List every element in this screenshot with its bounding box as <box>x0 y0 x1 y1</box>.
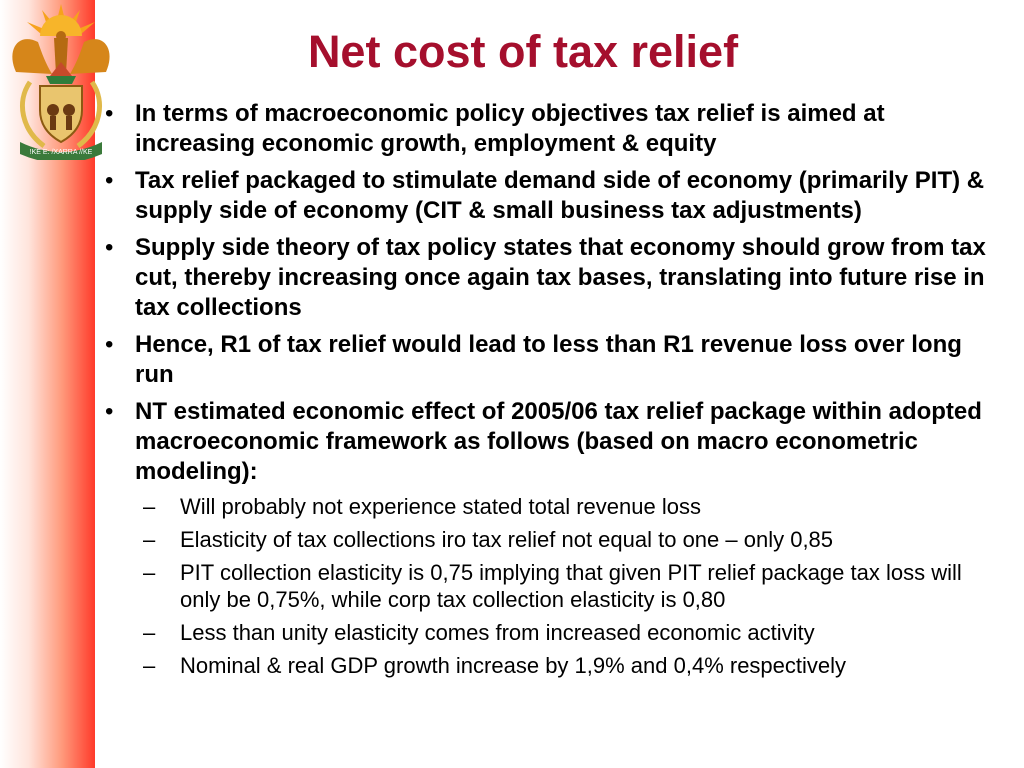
bullet-text: Supply side theory of tax policy states that economy should grow from tax cut, thereby increasing once again tax bases, translating into future rise in tax collections <box>135 234 986 321</box>
bullet-item <box>105 330 1005 390</box>
sub-bullet-marker: – <box>143 653 156 678</box>
motto-text: !KE E: /XARRA //KE <box>29 149 93 156</box>
main-bullet-list <box>105 99 1005 679</box>
bullet-item <box>105 397 1005 679</box>
sub-bullet-item <box>135 493 1005 520</box>
sub-bullet-marker: – <box>143 494 156 519</box>
sub-bullet-marker: – <box>143 620 156 645</box>
sub-bullet-item <box>135 526 1005 553</box>
bullet-marker: • <box>105 234 114 261</box>
slide-title: Net cost of tax relief <box>307 26 739 77</box>
bullet-text: NT estimated economic effect of 2005/06 tax relief package within adopted macroeconomic framework as follows (based on macro econometric modeling): <box>135 398 982 485</box>
sub-bullet-item <box>135 559 1005 613</box>
bullet-marker: • <box>105 100 114 127</box>
bullet-text: Tax relief packaged to stimulate demand side of economy (primarily PIT) & supply side of economy (CIT & small business tax adjustments) <box>135 167 985 224</box>
sub-bullet-text: Elasticity of tax collections iro tax relief not equal to one – only 0,85 <box>180 527 834 552</box>
bullet-item <box>105 166 1005 226</box>
sub-bullet-marker: – <box>143 560 156 585</box>
slide-body <box>105 99 1005 686</box>
bullet-item <box>105 233 1005 323</box>
bullet-text: In terms of macroeconomic policy objectives tax relief is aimed at increasing economic growth, employment & equity <box>135 100 885 157</box>
bullet-item <box>105 99 1005 159</box>
bullet-text: Hence, R1 of tax relief would lead to less than R1 revenue loss over long run <box>135 331 962 388</box>
shield-icon <box>40 86 82 142</box>
bullet-marker: • <box>105 331 114 358</box>
sub-bullet-text: Less than unity elasticity comes from increased economic activity <box>180 620 815 645</box>
sub-bullet-marker: – <box>143 527 156 552</box>
sub-bullet-item <box>135 652 1005 679</box>
sub-bullet-text: Nominal & real GDP growth increase by 1,9% and 0,4% respectively <box>180 653 847 678</box>
sub-bullet-text: PIT collection elasticity is 0,75 implying that given PIT relief package tax loss will only be 0,75%, while corp tax collection elasticity is 0,80 <box>180 560 962 612</box>
sub-bullet-list <box>135 493 1005 679</box>
sub-bullet-text: Will probably not experience stated total revenue loss <box>180 494 701 519</box>
sub-bullet-item <box>135 619 1005 646</box>
bullet-marker: • <box>105 398 114 425</box>
bullet-marker: • <box>105 167 114 194</box>
